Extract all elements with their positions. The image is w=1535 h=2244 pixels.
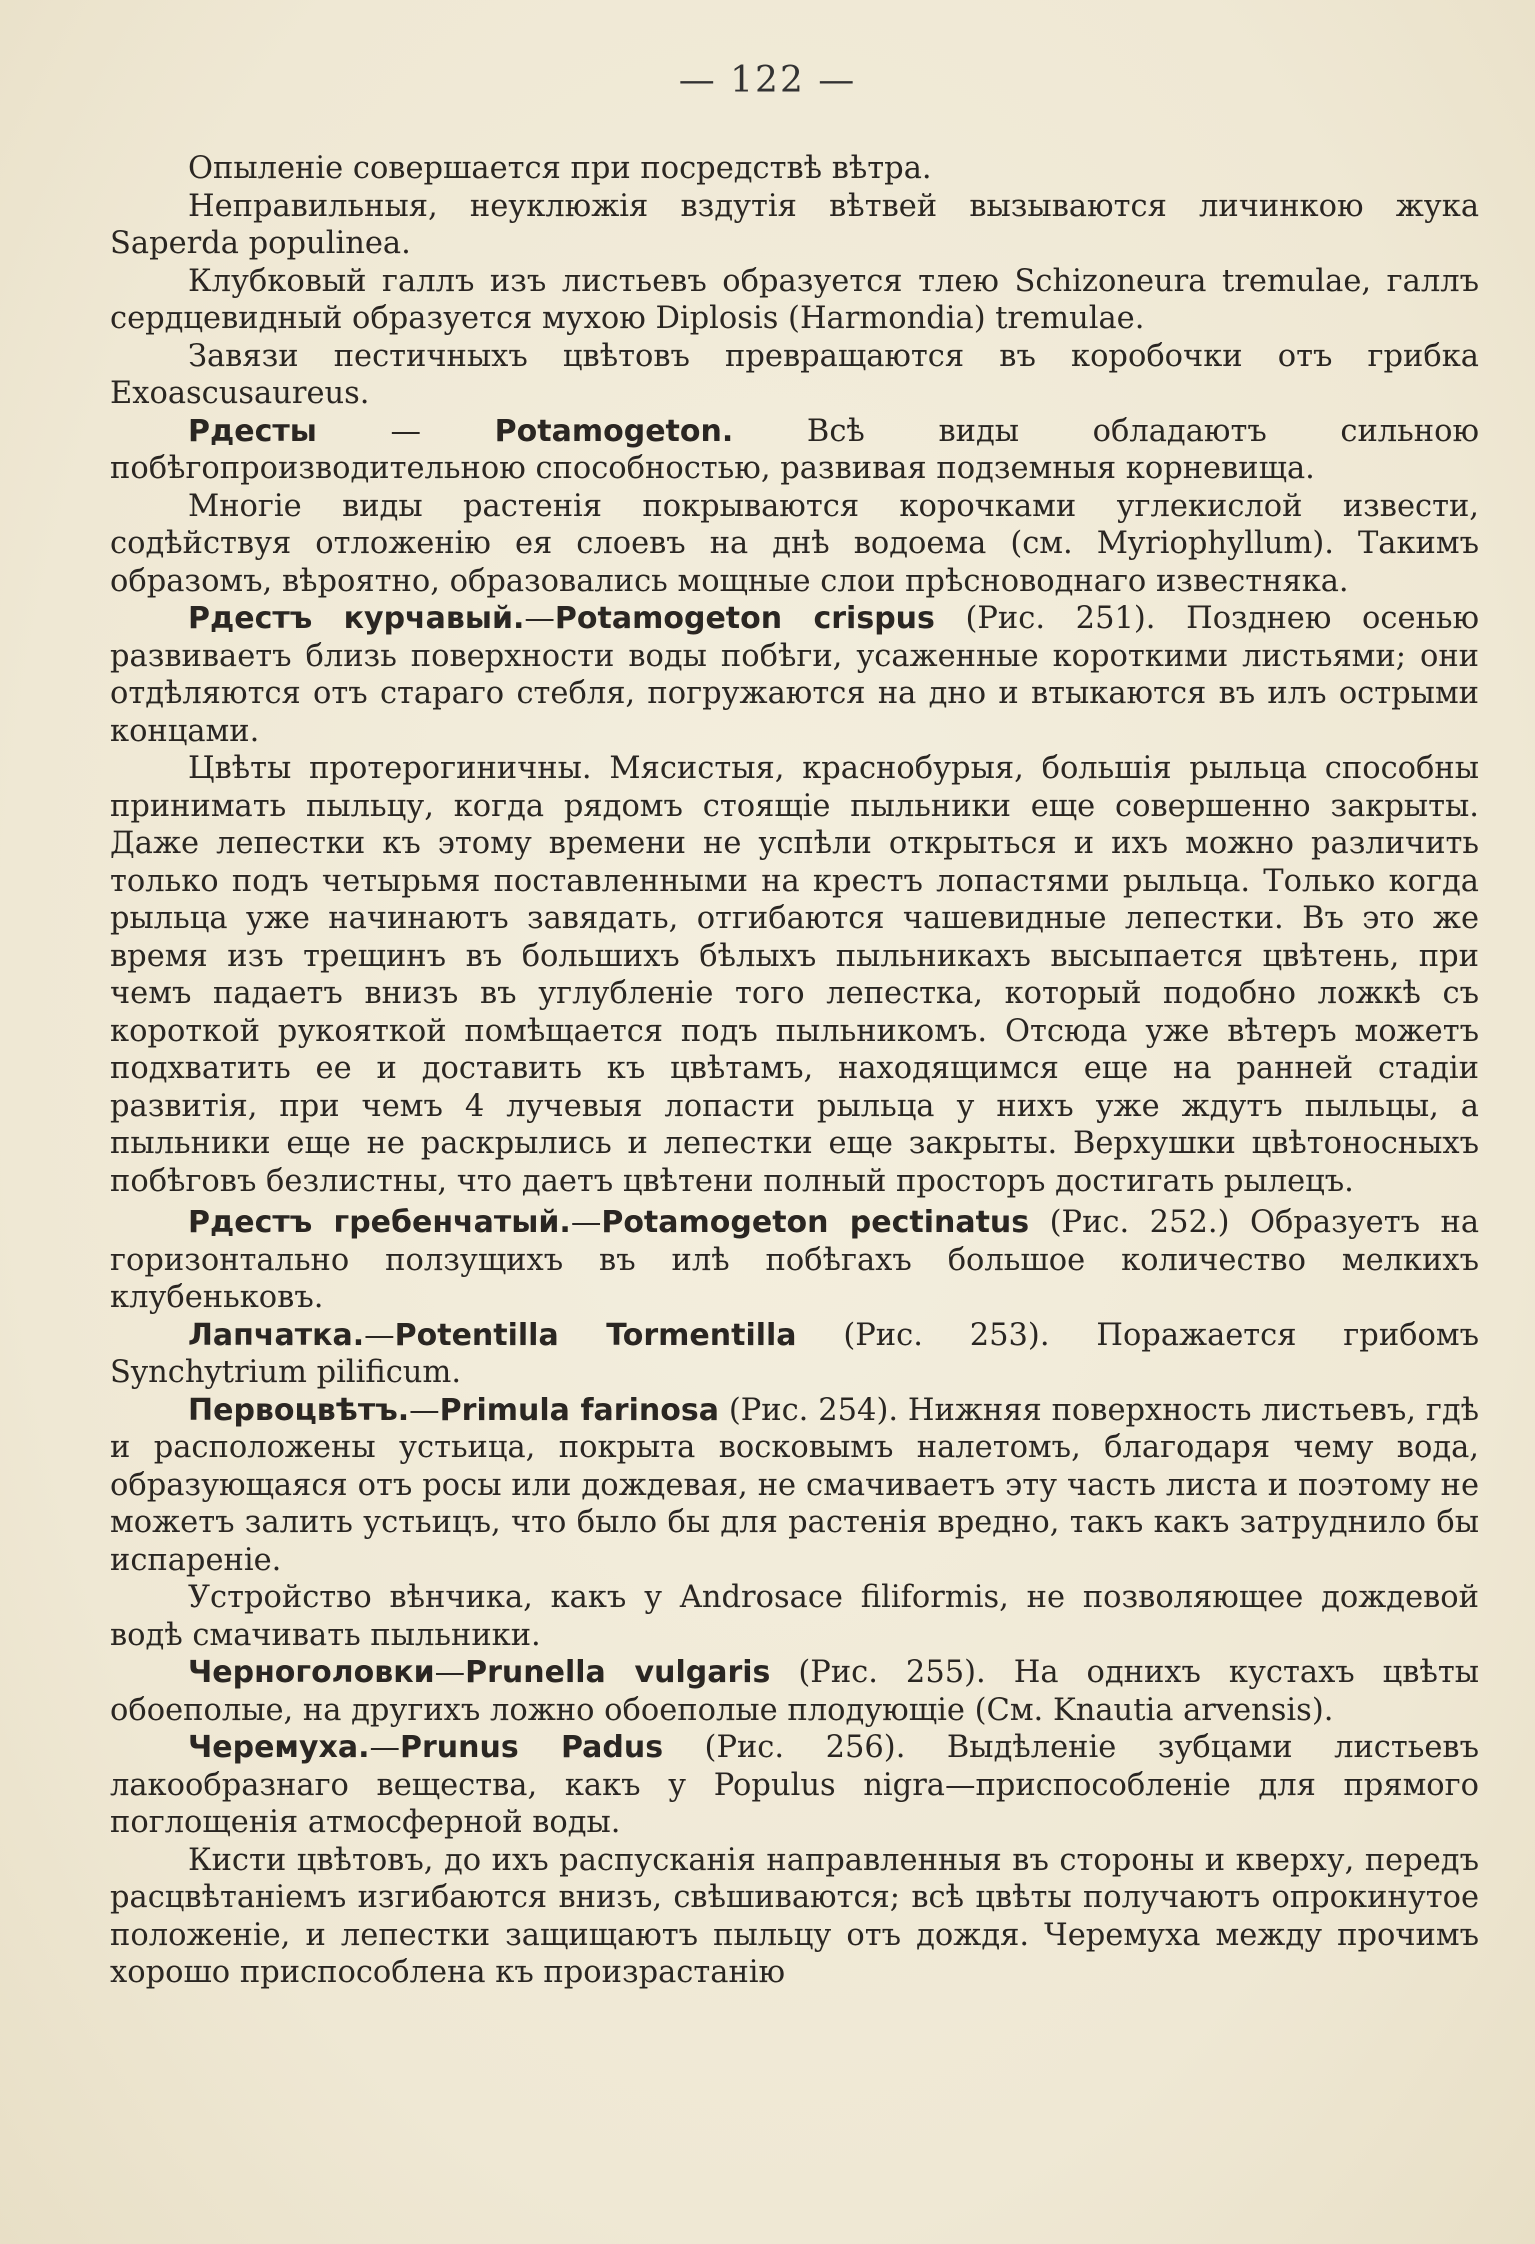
paragraph bbox=[110, 1842, 1479, 1992]
text-run: (Рис. 256). Выдѣленіе зубцами листьевъ лакообразнаго вещества, какъ у Populus nigra—приспособленіе для прямого поглощенія атмосферной воды. bbox=[110, 1730, 1479, 1840]
bold-term: Рдестъ курчавый. bbox=[188, 601, 525, 636]
text-run: Неправильныя, неуклюжія вздутія вѣтвей вызываются личинкою жука Saperda populinea. bbox=[110, 188, 1479, 261]
text-run: Устройство вѣнчика, какъ у Androsace filiformis, не позволяющее дождевой водѣ смачивать пыльники. bbox=[110, 1580, 1479, 1653]
paragraph bbox=[110, 413, 1479, 488]
text-run: (Рис. 254). Нижняя поверхность листьевъ, гдѣ и расположены устьица, покрыта восковымъ налетомъ, благодаря чему вода, образующаяся отъ росы или дождевая, не смачиваетъ эту часть листа и поэтому не можетъ залить устьицъ, что было бы для растенія вредно, такъ какъ затруднило бы испареніе. bbox=[110, 1392, 1479, 1578]
bold-term: Potamogeton crispus bbox=[554, 601, 935, 636]
text-run: Клубковый галлъ изъ листьевъ образуется тлею Schizoneura tremulae, галлъ сердцевидный образуется мухою Diplosis (Harmondia) tremulae. bbox=[110, 263, 1479, 336]
body-text bbox=[110, 150, 1479, 1992]
text-run: — bbox=[316, 413, 495, 449]
paragraph bbox=[110, 1204, 1479, 1317]
text-run: Всѣ виды обладаютъ сильною побѣгопроизводительною способностью, развивая подземныя корневища. bbox=[110, 413, 1480, 486]
text-run: Опыленіе совершается при посредствѣ вѣтра. bbox=[188, 151, 932, 186]
paragraph bbox=[110, 338, 1479, 413]
text-run: Завязи пестичныхъ цвѣтовъ превращаются въ коробочки отъ грибка Exoascusaureus. bbox=[110, 338, 1479, 411]
bold-term: Prunus Padus bbox=[399, 1730, 664, 1765]
bold-term: Рдесты bbox=[188, 413, 317, 449]
page-number: — 122 — bbox=[678, 60, 857, 101]
text-run: Цвѣты протерогиничны. Мясистыя, краснобурыя, большія рыльца способны принимать пыльцу, когда рядомъ стоящіе пыльники еще совершенно закрыты. Даже лепестки къ этому времени не успѣли открыться и ихъ можно различить только подъ четырьмя поставленными на крестъ лопастями рыльца. Только когда рыльца уже начинаютъ завядать, отгибаются чашевидные лепестки. Въ это же время изъ трещинъ въ большихъ бѣлыхъ пыльникахъ высыпается цвѣтень, при чемъ падаетъ внизъ въ углубленіе того лепестка, который подобно ложкѣ съ короткой рукояткой помѣщается подъ пыльникомъ. Отсюда уже вѣтеръ можетъ подхватить ее и доставить къ цвѣтамъ, находящимся еще на ранней стадіи развитія, при чемъ 4 лучевыя лопасти рыльца у нихъ уже ждутъ пыльцы, а пыльники еще не раскрылись и лепестки еще закрыты. Верхушки цвѣтоносныхъ побѣговъ безлистны, что даетъ цвѣтени полный просторъ достигать рылецъ. bbox=[110, 751, 1479, 1199]
text-run: (Рис. 253). Поражается грибомъ Synchytrium pilificum. bbox=[110, 1317, 1479, 1390]
bold-term: Лапчатка. bbox=[188, 1317, 365, 1353]
bold-term: Рдестъ гребенчатый. bbox=[188, 1205, 571, 1240]
bold-term: Potamogeton. bbox=[494, 413, 734, 449]
text-run: (Рис. 251). Позднею осенью развиваетъ близь поверхности воды побѣги, усаженные короткими листьями; они отдѣляются отъ стараго стебля, погружаются на дно и втыкаются въ илъ острыми концами. bbox=[110, 601, 1480, 749]
bold-term: Первоцвѣтъ. bbox=[188, 1392, 410, 1428]
bold-term: Черноголовки bbox=[188, 1655, 435, 1690]
paragraph bbox=[110, 600, 1479, 750]
bold-term: Potentilla Tormentilla bbox=[394, 1317, 797, 1353]
text-run: — bbox=[524, 601, 555, 636]
text-run: Многіе виды растенія покрываются корочками углекислой извести, содѣйствуя отложенію ея слоевъ на днѣ водоема (см. Myriophyllum). Такимъ образомъ, вѣроятно, образовались мощные слои прѣсноводнаго известняка. bbox=[110, 488, 1479, 599]
paragraph bbox=[110, 488, 1479, 601]
paragraph bbox=[110, 1579, 1479, 1654]
text-run: — bbox=[369, 1730, 400, 1765]
paragraph bbox=[110, 750, 1479, 1200]
text-run: — bbox=[364, 1317, 395, 1353]
paragraph bbox=[110, 1654, 1479, 1729]
bold-term: Prunella vulgaris bbox=[465, 1655, 771, 1690]
paragraph bbox=[110, 263, 1479, 338]
paragraph bbox=[110, 1729, 1479, 1842]
paragraph bbox=[110, 150, 1479, 188]
text-run: — bbox=[409, 1392, 440, 1428]
text-run: (Рис. 255). На однихъ кустахъ цвѣты обоеполые, на другихъ ложно обоеполые плодующіе (См. Knautia arvensis). bbox=[110, 1655, 1479, 1728]
bold-term: Черемуха. bbox=[188, 1730, 370, 1765]
bold-term: Potamogeton pectinatus bbox=[601, 1205, 1030, 1240]
text-run: Кисти цвѣтовъ, до ихъ распусканія направленныя въ стороны и кверху, передъ расцвѣтаніемъ изгибаются внизъ, свѣшиваются; всѣ цвѣты получаютъ опрокинутое положеніе, и лепестки защищаютъ пыльцу отъ дождя. Черемуха между прочимъ хорошо приспособлена къ произрастанію bbox=[110, 1842, 1479, 1990]
paragraph bbox=[110, 1317, 1479, 1392]
bold-term: Primula farinosa bbox=[439, 1392, 719, 1428]
text-run: — bbox=[434, 1655, 466, 1690]
text-run: (Рис. 252.) Образуетъ на горизонтально ползущихъ въ илѣ побѣгахъ большое количество мелкихъ клубеньковъ. bbox=[110, 1205, 1479, 1315]
paragraph bbox=[110, 1392, 1479, 1580]
text-run: — bbox=[570, 1205, 602, 1240]
paragraph bbox=[110, 188, 1479, 263]
